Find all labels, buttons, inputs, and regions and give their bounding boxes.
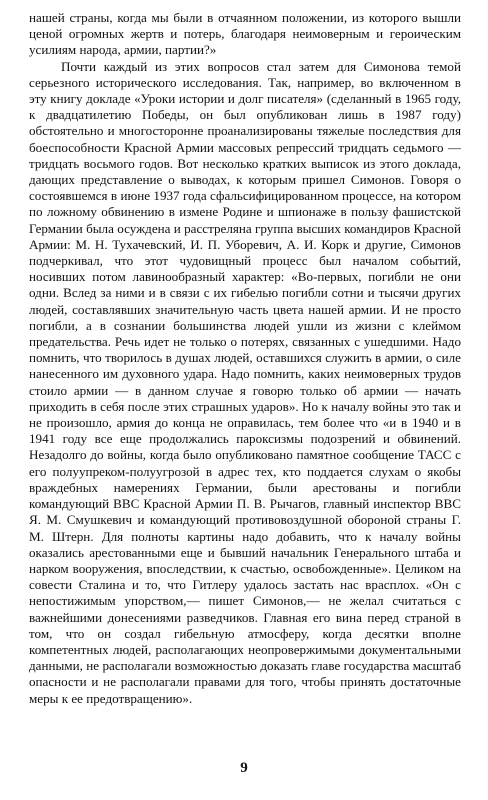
paragraph-2: Почти каждый из этих вопросов стал затем для Симонова темой серьезного исторического исследования. Так, например, во включенном в эту книгу докладе «Уроки истории и долг писателя» (сделанный в 1965 году, к двадцатилетию Победы, он был опубликован лишь в 1987 году) обстоятельно и многосторонне проанализированы тяжелые последствия для боеспособности Красной Армии массовых репрессий тридцать седьмого — тридцать восьмого годов. Вот несколько кратких выписок из этого доклада, дающих представление о выводах, к которым пришел Симонов. Говоря о состоявшемся в июне 1937 года сфальсифицированном процессе, на котором по ложному обвинению в измене Родине и шпионаже в пользу фашистской Германии была осуждена и расстреляна группа высших командиров Красной Армии: М. Н. Тухачевский, И. П. Уборевич, А. И. Корк и другие, Симонов подчеркивал, что этот чудовищный процесс был началом событий, носивших потом лавинообразный характер: «Во-первых, погибли не они одни. Вслед за ними и в связи с их гибелью погибли сотни и тысячи других людей, составлявших значительную часть цвета нашей армии. И не просто погибли, а в сознании большинства людей ушли из жизни с клеймом предательства. Речь идет не только о потерях, связанных с ушедшими. Надо помнить, что творилось в душах людей, оставшихся служить в армии, о силе нанесенного им духовного удара. Надо помнить, каких неимоверных трудов стоило армии — в данном случае я говорю только об армии — начать приходить в себя после этих страшных ударов». Но к началу войны это так и не произошло, армия до конца не оправилась, тем более что «и в 1940 и в 1941 году все еще продолжались пароксизмы подозрений и обвинений. Незадолго до войны, когда было опубликовано памятное сообщение ТАСС с его полуупреком-полуугрозой в адрес тех, кто поддается слухам о якобы враждебных намерениях Германии, были арестованы и погибли командующий ВВС Красной Армии П. В. Рычагов, главный инспектор ВВС Я. М. Смушкевич и командующий противовоздушной обороной страны Г. М. Штерн. Для полноты картины надо добавить, что к началу войны оказались арестованными еще и бывший начальник Генерального штаба и нарком вооружения, впоследствии, к счастью, освобожденные». Целиком на совести Сталина и то, что Гитлеру удалось застать нас врасплох. «Он с непостижимым упорством,— пишет Симонов,— не желал считаться с важнейшими донесениями разведчиков. Главная его вина перед страной в том, что он создал гибельную атмосферу, когда десятки вполне компетентных людей, располагающих неопровержимыми документальными данными, не располагали возможностью доказать главе государства масштаб опасности и не располагали правами для того, чтобы принять достаточные меры к ее предотвращению». — [29, 58, 461, 706]
paragraph-1: нашей страны, когда мы были в отчаянном положении, из которого вышли ценой огромных жертв и потерь, благодаря неимоверным и героическим усилиям народа, армии, партии?» — [29, 10, 461, 58]
page-body — [29, 10, 461, 750]
page-number: 9 — [240, 760, 248, 776]
